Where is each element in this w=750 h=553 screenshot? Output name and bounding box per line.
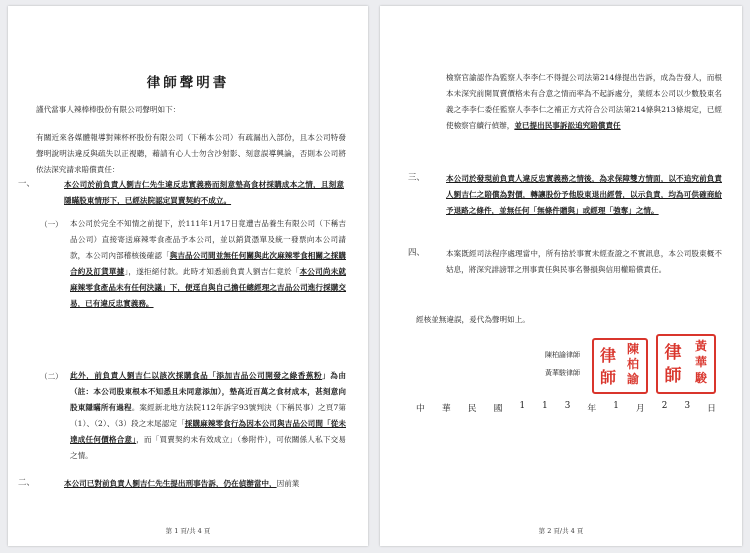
section-3-text: 本公司於發現前負責人違反忠實義務之情後，為求保障雙方情面，以不追究前負責人劉吉仁之賠償為對價，轉讓股份予他股東退出經營，以示負責，均為可供確商給予退路之條件，並無任何「無條件贈與」或經理「強奪」之情。 (446, 174, 722, 215)
subsection-2-text: 此外，前負責人劉吉仁以該次採購食品「添加吉品公司開發之綠香蕉粉」為由（註：本公司股東根本不知悉且未同意添加），墊高近百萬之食材成本，甚刻意向股東隱瞞所有過程。案經新北地方法院112年訴字93號判決（下稱民事）之頁7第（1）、（2）、（3）段之末尾認定「採購麻辣零食行為因本公司與吉品公司間「從未達成任何價格合意」，而「買賣契約未有效成立」（參附件），可依關係人私下交易之情。 (70, 371, 347, 460)
section-4-number: 四、 (408, 247, 425, 257)
page-footer: 第 2 頁/共 4 頁 (538, 527, 584, 535)
lawyer-1-name: 陳柏諭律師 (545, 351, 580, 359)
lawyer-2-name: 黃華駿律師 (545, 369, 580, 377)
section-2-text: 本公司已對前負責人劉吉仁先生提出刑事告訴，仍在偵辦當中，因前業 (64, 479, 300, 488)
document-title: 律師聲明書 (146, 75, 230, 91)
closing-statement: 經核並無違誤，爰代為聲明如上。 (416, 315, 530, 324)
document-page-2 (380, 6, 742, 546)
lawyer-2-seal: 黃 華 駿 律 師 (656, 334, 716, 394)
document-date: 中 華 民 國 1 1 3 年 1 月 2 3 日 (416, 401, 716, 414)
page-footer: 第 1 頁/共 4 頁 (165, 527, 211, 535)
lawyer-1-seal: 陳 柏 諭 律 師 (592, 338, 648, 394)
opening-paragraph: 有關近來各媒體報導對辣杯杯股份有限公司（下稱本公司）有疏漏出入部份，且本公司特發聲明說明法違反與疏失以正視聽，藉請有心人士勿含沙射影、刻意誤導興論，否則本公司將依法深究請求賠償責任： (36, 133, 346, 174)
document-page-1 (8, 6, 368, 546)
section-1-heading: 本公司於前負責人劉吉仁先生違反忠實義務而刻意墊高食材採購成本之情，且刻意隱瞞股東情形下，已經法院認定買賣契約不成立。 (64, 180, 344, 205)
section-3-number: 三、 (408, 172, 425, 182)
subsection-1-text: 本公司於完全不知情之前提下，於111年1月17日竟遭吉品養生有限公司（下稱吉品公司）直接寄送麻辣零食產品予本公司，並以銷貨憑單及統一發票向本公司請款，本公司內部稽核後確認「與吉品公司間並無任何關與此次麻辣零食相關之採購合約及訂貨單據」，遂拒絕付款。此時才知悉前負責人劉吉仁竟於「本公司尚未就麻辣零食產品未有任何決議」下，便逕自與自己擔任總經理之吉品公司進行採購交易，已有違反忠實義務。 (70, 219, 347, 308)
subsection-1-number: （一） (40, 220, 63, 229)
subsection-2-number: （二） (40, 372, 63, 381)
section-4-text: 本案既經司法程序處理當中，所有捨於事實未經查證之不實訊息，本公司股東概不姑息，將深究誹謗罪之刑事責任與民事名譽損與信用權賠償責任。 (446, 249, 722, 274)
continued-paragraph: 檢察官諭認作為監察人李李仁不得提公司法第214條提出告訴，成為告發人，而根本未深究前開買賣價格未有合意之情而率為不起訴處分，業經本公司以少數股東名義之李李仁委任監察人李李仁之補正方式符合公司法第214條與213條規定，已經使檢察官續行偵辦，並已提出民事訴訟追究賠償責任 (446, 73, 722, 130)
intro-text: 謹代當事人辣棒棒股份有限公司聲明如下： (36, 105, 181, 114)
section-1-number: 一、 (18, 178, 35, 188)
section-2-number: 二、 (18, 477, 35, 487)
